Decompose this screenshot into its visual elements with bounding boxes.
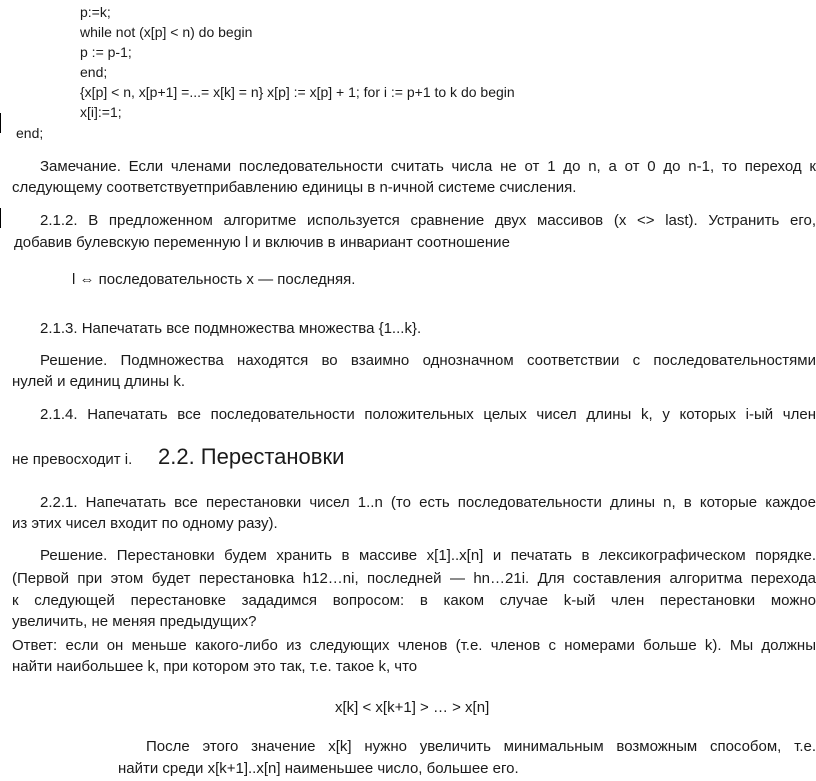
code-line: p:=k; — [80, 4, 111, 20]
continuation-text: найти среди x[k+1]..x[n] наименьшее число, большее его. — [118, 760, 519, 777]
exercise-2-1-3: 2.1.3. Напечатать все подмножества множества {1...k}. — [40, 320, 422, 337]
answer-text: Ответ: если он меньше какого-либо из следующих членов (т.е. членов с номерами больше k). Мы должны — [12, 637, 816, 654]
code-line: x[i]:=1; — [80, 104, 122, 120]
exercise-2-1-2: добавив булевскую переменную l и включив в инвариант соотношение — [14, 234, 510, 251]
invariant-relation: l ⇔ последовательность x — последняя. — [72, 271, 356, 288]
answer-text: найти наибольшее k, при котором это так, т.е. такое k, что — [12, 658, 418, 675]
solution-2-2-1: Решение. Перестановки будем хранить в массиве x[1]..x[n] и печатать в лексикографическом порядке. — [40, 547, 816, 564]
exercise-2-1-4: 2.1.4. Напечатать все последовательности положительных целых чисел длины k, у которых i-ый член — [40, 406, 816, 423]
code-line: while not (x[p] < n) do begin — [80, 24, 253, 40]
remark-text: Замечание. Если членами последовательности считать числа не от 1 до n, а от 0 до n-1, то переход к — [40, 158, 816, 175]
remark-text: следующему соответствуетприбавлению единицы в n-ичной системе счисления. — [12, 179, 577, 196]
section-heading: 2.2. Перестановки — [158, 444, 345, 469]
code-line: end; — [80, 64, 108, 80]
exercise-2-1-4: не превосходит i. — [12, 451, 133, 468]
exercise-2-1-2: 2.1.2. В предложенном алгоритме используется сравнение двух массивов (x <> last). Устранить его, — [40, 212, 816, 229]
exercise-2-2-1: из этих чисел входит по одному разу). — [12, 515, 278, 532]
margin-mark — [0, 113, 1, 133]
margin-mark — [0, 208, 1, 228]
code-line: {x[p] < n, x[p+1] =...= x[k] = n} x[p] := x[p] + 1; for i := p+1 to k do begin — [80, 84, 515, 100]
code-line: end; — [16, 125, 44, 141]
solution-2-2-1: к следующей перестановке зададимся вопросом: в каком случае k-ый член перестановки можно — [12, 592, 816, 609]
code-line: p := p-1; — [80, 44, 132, 60]
solution-2-1-3: Решение. Подмножества находятся во взаимно однозначном соответствии с последовательностями — [40, 352, 816, 369]
solution-2-2-1: (Первой при этом будет перестановка h12…ni, последней — hn…21i. Для составления алгоритма перехода — [12, 570, 816, 587]
continuation-text: После этого значение x[k] нужно увеличить минимальным возможным способом, т.е. — [146, 738, 816, 755]
exercise-2-2-1: 2.2.1. Напечатать все перестановки чисел 1..n (то есть последовательности длины n, в которые каждое — [40, 494, 816, 511]
formula: x[k] < x[k+1] > … > x[n] — [335, 699, 490, 716]
solution-2-2-1: увеличить, не меняя предыдущих? — [12, 613, 257, 630]
solution-2-1-3: нулей и единиц длины k. — [12, 373, 185, 390]
